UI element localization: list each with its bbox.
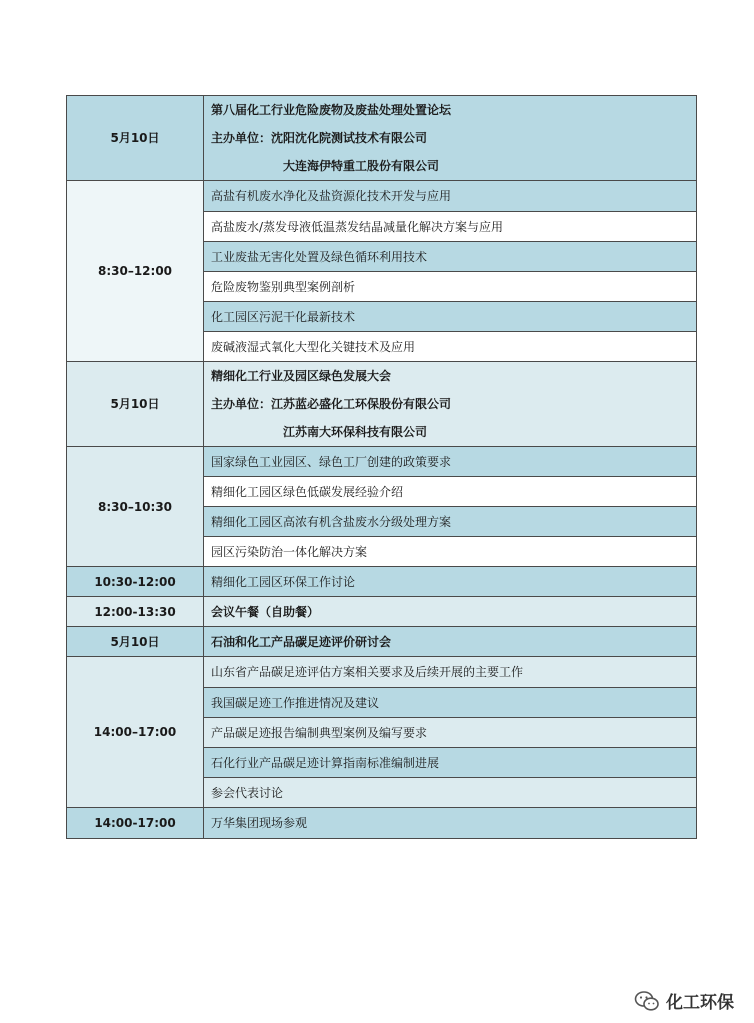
table-row	[67, 657, 697, 688]
forum-title: 精细化工行业及园区绿色发展大会	[211, 369, 392, 383]
agenda-item: 园区污染防治一体化解决方案	[204, 537, 697, 567]
forum-title-cell	[204, 362, 697, 447]
time-cell: 10:30-12:00	[67, 567, 204, 597]
organizer-line-2: 江苏南大环保科技有限公司	[283, 425, 428, 439]
agenda-item: 高盐有机废水净化及盐资源化技术开发与应用	[204, 181, 697, 212]
time-cell: 14:00–17:00	[67, 657, 204, 808]
table-row	[67, 808, 697, 839]
table-row	[67, 362, 697, 447]
agenda-item: 高盐废水/蒸发母液低温蒸发结晶减量化解决方案与应用	[204, 212, 697, 242]
table-row	[67, 181, 697, 212]
agenda-item: 化工园区污泥干化最新技术	[204, 302, 697, 332]
agenda-item: 精细化工园区绿色低碳发展经验介绍	[204, 477, 697, 507]
agenda-item: 危险废物鉴别典型案例剖析	[204, 272, 697, 302]
agenda-item: 参会代表讨论	[204, 778, 697, 808]
agenda-item: 万华集团现场参观	[204, 808, 697, 839]
wechat-icon	[634, 990, 660, 1012]
agenda-item: 精细化工园区高浓有机含盐废水分级处理方案	[204, 507, 697, 537]
table-row	[67, 447, 697, 477]
watermark-text: 化工环保	[666, 993, 734, 1013]
table-row	[67, 567, 697, 597]
agenda-item: 我国碳足迹工作推进情况及建议	[204, 688, 697, 718]
time-cell: 5月10日	[67, 362, 204, 447]
organizer-line-2: 大连海伊特重工股份有限公司	[283, 159, 440, 173]
forum-title-cell	[204, 96, 697, 181]
table-row	[67, 597, 697, 627]
time-cell: 5月10日	[67, 627, 204, 657]
agenda-item: 石化行业产品碳足迹计算指南标准编制进展	[204, 748, 697, 778]
agenda-item: 工业废盐无害化处置及绿色循环利用技术	[204, 242, 697, 272]
agenda-item: 会议午餐（自助餐）	[204, 597, 697, 627]
forum-title: 第八届化工行业危险废物及废盐处理处置论坛	[211, 103, 452, 117]
agenda-item: 精细化工园区环保工作讨论	[204, 567, 697, 597]
time-cell: 5月10日	[67, 96, 204, 181]
agenda-item: 产品碳足迹报告编制典型案例及编写要求	[204, 718, 697, 748]
organizer-line: 主办单位：沈阳沈化院测试技术有限公司	[211, 131, 428, 145]
agenda-item: 山东省产品碳足迹评估方案相关要求及后续开展的主要工作	[204, 657, 697, 688]
time-cell: 14:00-17:00	[67, 808, 204, 839]
organizer-line: 主办单位：江苏蓝必盛化工环保股份有限公司	[211, 397, 452, 411]
time-cell: 12:00-13:30	[67, 597, 204, 627]
table-row	[67, 96, 697, 181]
forum-title: 石油和化工产品碳足迹评价研讨会	[204, 627, 697, 657]
time-cell: 8:30–10:30	[67, 447, 204, 567]
table-row	[67, 627, 697, 657]
schedule-table	[66, 95, 697, 839]
watermark	[634, 988, 734, 1013]
agenda-item: 国家绿色工业园区、绿色工厂创建的政策要求	[204, 447, 697, 477]
agenda-item: 废碱液湿式氧化大型化关键技术及应用	[204, 332, 697, 362]
time-cell: 8:30–12:00	[67, 181, 204, 362]
